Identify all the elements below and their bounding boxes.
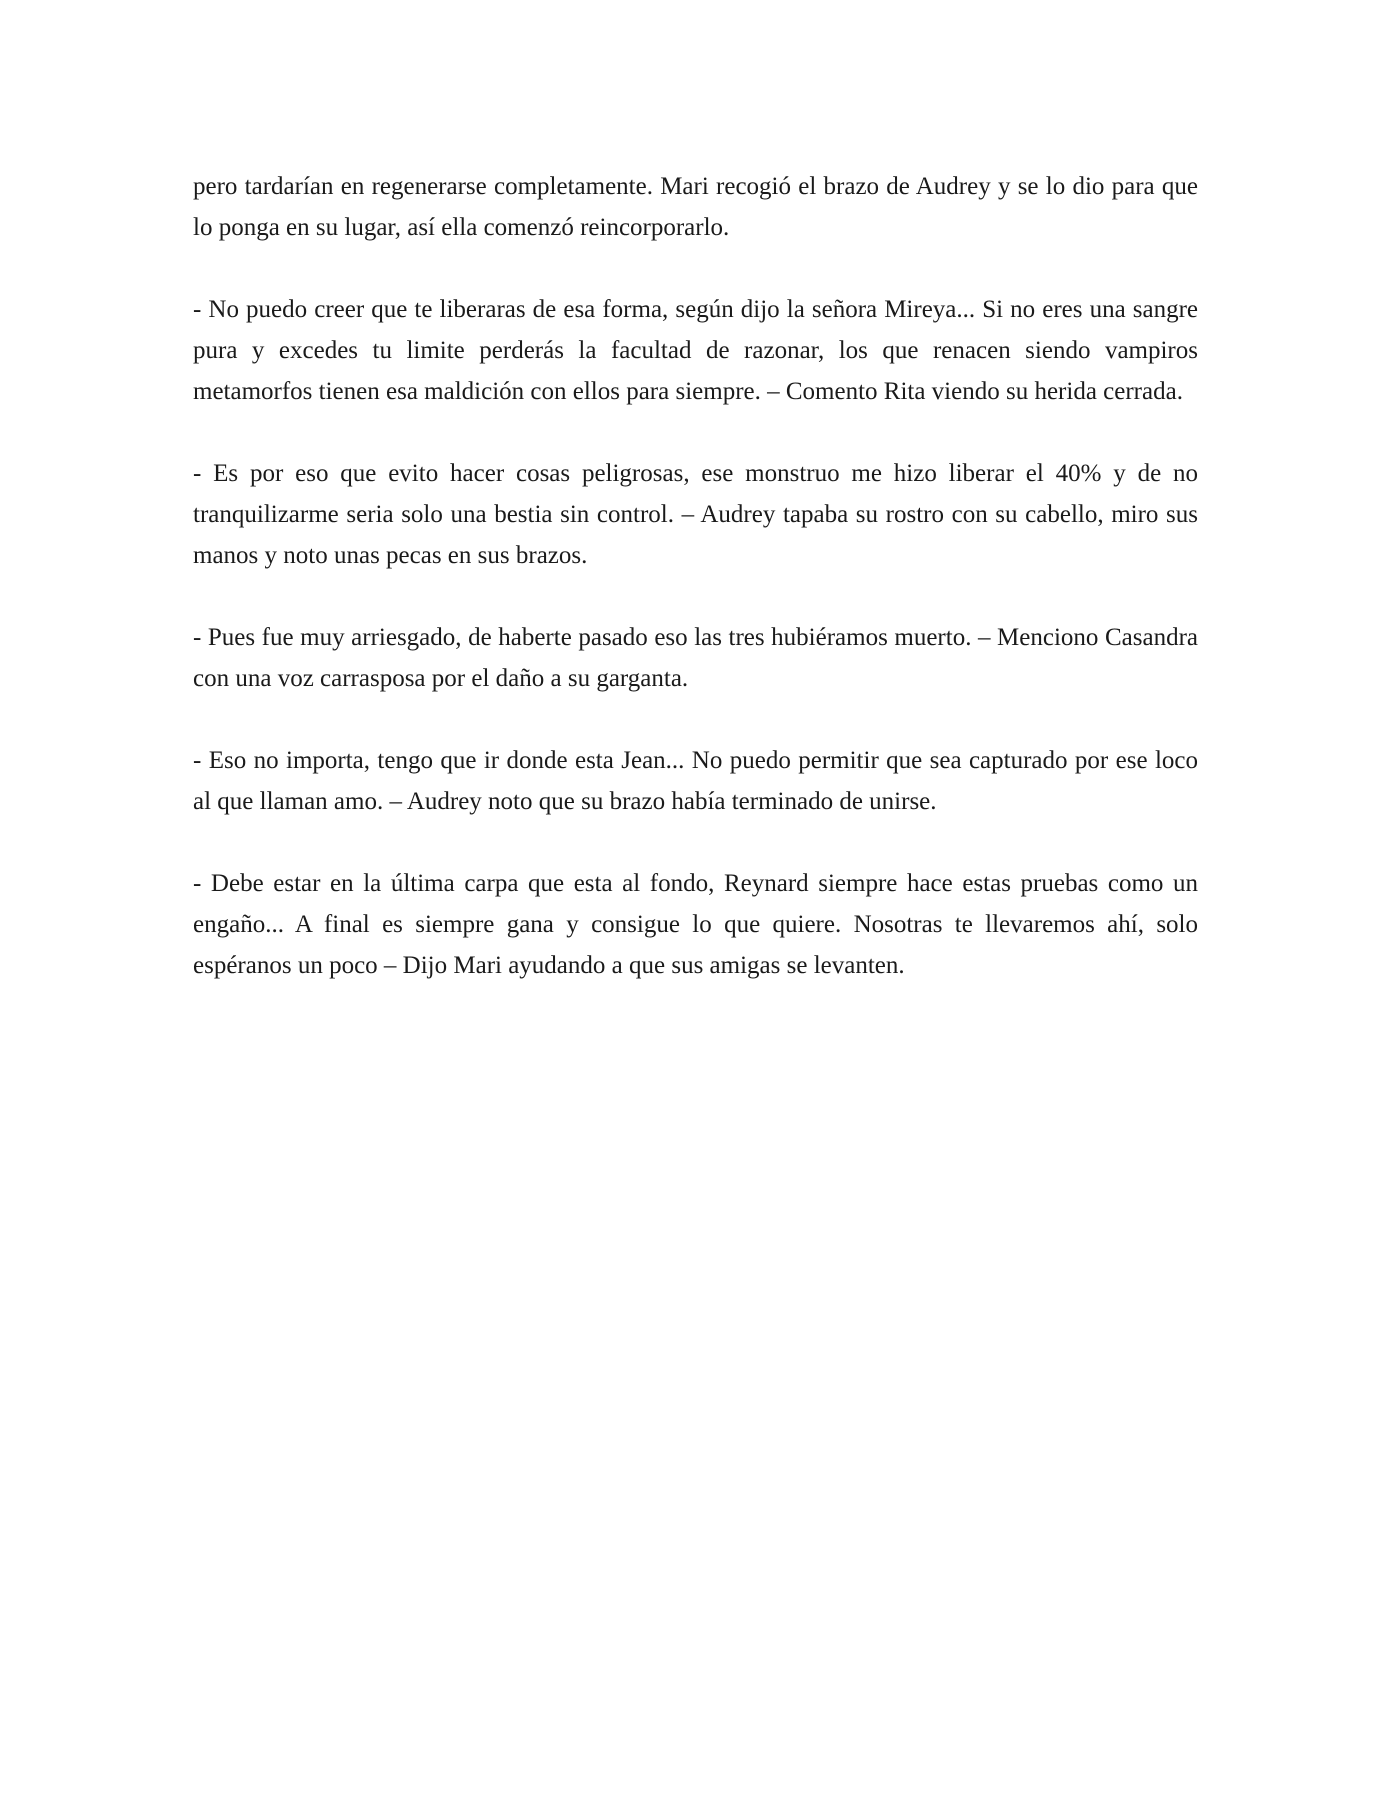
- paragraph: pero tardarían en regenerarse completamente. Mari recogió el brazo de Audrey y se lo dio para que lo ponga en su lugar, así ella comenzó reincorporarlo.: [193, 173, 1198, 241]
- paragraph: - No puedo creer que te liberaras de esa forma, según dijo la señora Mireya... Si no eres una sangre pura y excedes tu limite perderás la facultad de razonar, los que renacen siendo vampiros metamorfos tienen esa maldición con ellos para siempre. – Comento Rita viendo su herida cerrada.: [193, 296, 1198, 405]
- paragraph: - Pues fue muy arriesgado, de haberte pasado eso las tres hubiéramos muerto. – Menciono Casandra con una voz carrasposa por el daño a su garganta.: [193, 624, 1198, 692]
- paragraph: - Eso no importa, tengo que ir donde esta Jean... No puedo permitir que sea capturado por ese loco al que llaman amo. – Audrey noto que su brazo había terminado de unirse.: [193, 747, 1198, 815]
- paragraph: - Debe estar en la última carpa que esta al fondo, Reynard siempre hace estas pruebas como un engaño... A final es siempre gana y consigue lo que quiere. Nosotras te llevaremos ahí, solo espéranos un poco – Dijo Mari ayudando a que sus amigas se levanten.: [193, 870, 1198, 979]
- paragraph: - Es por eso que evito hacer cosas peligrosas, ese monstruo me hizo liberar el 40% y de no tranquilizarme seria solo una bestia sin control. – Audrey tapaba su rostro con su cabello, miro sus manos y noto unas pecas en sus brazos.: [193, 460, 1198, 569]
- document-body: [193, 166, 1198, 986]
